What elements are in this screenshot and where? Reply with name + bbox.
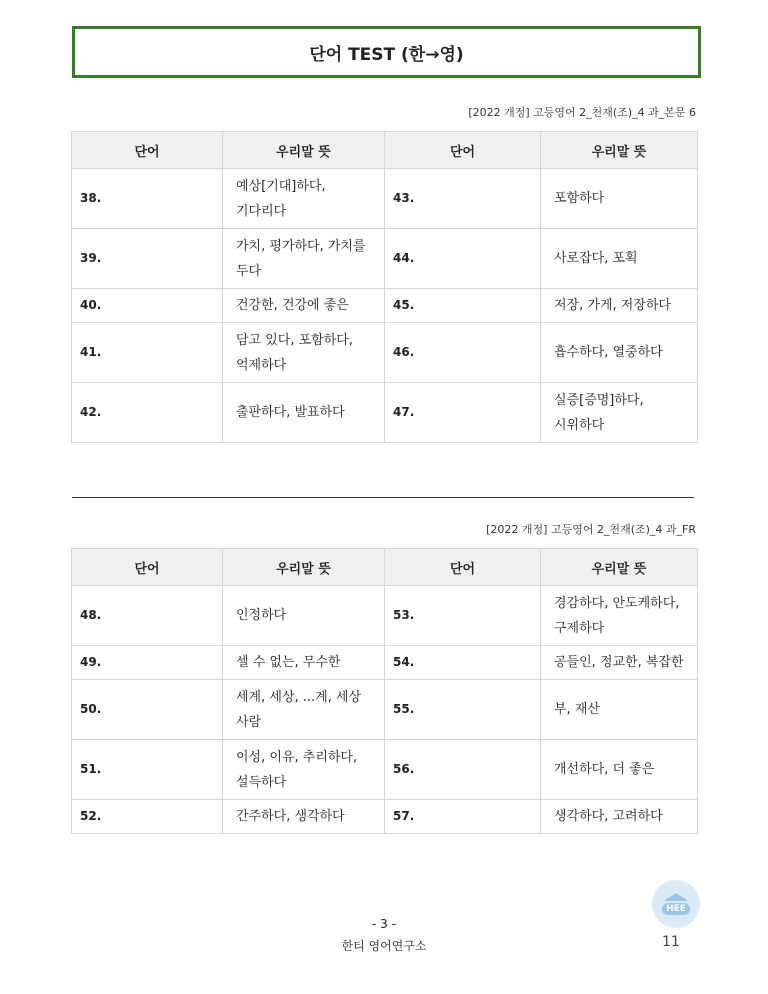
word-number: 48. [72, 586, 223, 646]
table-row [72, 646, 698, 680]
word-number: 51. [72, 740, 223, 800]
word-number: 54. [385, 646, 541, 680]
meaning-line: 담고 있다, 포함하다, [236, 332, 353, 348]
column-header-meaning: 우리말 뜻 [541, 549, 698, 586]
meaning-line: 개선하다, 더 좋은 [554, 762, 655, 777]
korean-meaning [541, 800, 698, 834]
table-row [72, 383, 698, 443]
word-number: 42. [72, 383, 223, 443]
meaning-line: 흡수하다, 열중하다 [554, 345, 663, 360]
word-number: 41. [72, 323, 223, 383]
table-row [72, 229, 698, 289]
korean-meaning [541, 169, 698, 229]
meaning-line: 인정하다 [236, 608, 287, 623]
meaning-line: 포함하다 [554, 191, 605, 206]
word-number: 53. [385, 586, 541, 646]
word-number: 47. [385, 383, 541, 443]
word-number: 45. [385, 289, 541, 323]
column-header-word: 단어 [72, 132, 223, 169]
column-header-word: 단어 [385, 132, 541, 169]
meaning-line: 가치, 평가하다, 가치를 [236, 238, 366, 254]
table-row [72, 800, 698, 834]
meaning-line: 사로잡다, 포획 [554, 251, 638, 266]
meaning-line: 세계, 세상, ...계, 세상 [236, 689, 362, 705]
column-header-word: 단어 [385, 549, 541, 586]
meaning-line: 간주하다, 생각하다 [236, 809, 345, 824]
word-number: 49. [72, 646, 223, 680]
meaning-line: 시위하다 [554, 417, 605, 433]
table-body [72, 169, 698, 443]
footer-org: 한티 영어연구소 [341, 939, 427, 953]
page-number: - 3 - [372, 917, 396, 931]
table-body [72, 586, 698, 834]
meaning-line: 구제하다 [554, 620, 605, 636]
table-row [72, 169, 698, 229]
korean-meaning [541, 229, 698, 289]
word-number: 43. [385, 169, 541, 229]
word-number: 56. [385, 740, 541, 800]
meaning-line: 부, 재산 [554, 702, 600, 717]
section-divider [72, 497, 694, 498]
table-row [72, 586, 698, 646]
page-title: 단어 TEST (한→영) [72, 26, 701, 78]
word-number: 39. [72, 229, 223, 289]
meaning-line: 두다 [236, 263, 262, 279]
word-number: 57. [385, 800, 541, 834]
korean-meaning [223, 169, 385, 229]
meaning-line: 건강한, 건강에 좋은 [236, 298, 349, 313]
korean-meaning [541, 740, 698, 800]
column-header-word: 단어 [72, 549, 223, 586]
meaning-line: 이성, 이유, 추리하다, [236, 749, 358, 765]
column-header-meaning: 우리말 뜻 [223, 132, 385, 169]
word-number: 46. [385, 323, 541, 383]
meaning-line: 경감하다, 안도케하다, [554, 595, 680, 611]
vocab-table-1 [71, 131, 698, 443]
meaning-line: 억제하다 [236, 357, 287, 373]
vocab-table-2 [71, 548, 698, 834]
meaning-line: 기다리다 [236, 203, 287, 219]
table-row [72, 740, 698, 800]
korean-meaning [541, 586, 698, 646]
table-row [72, 323, 698, 383]
meaning-line: 예상[기대]하다, [236, 178, 326, 194]
korean-meaning [223, 586, 385, 646]
korean-meaning [223, 680, 385, 740]
column-header-meaning: 우리말 뜻 [541, 132, 698, 169]
korean-meaning [541, 646, 698, 680]
meaning-line: 설득하다 [236, 774, 287, 790]
korean-meaning [223, 740, 385, 800]
korean-meaning [223, 323, 385, 383]
table-row [72, 289, 698, 323]
korean-meaning [223, 229, 385, 289]
korean-meaning [223, 289, 385, 323]
corner-number: 11 [662, 934, 680, 950]
word-number: 40. [72, 289, 223, 323]
meaning-line: 공들인, 정교한, 복잡한 [554, 655, 684, 670]
word-number: 52. [72, 800, 223, 834]
source-label-1: [2022 개정] 고등영어 2_천재(조)_4 과_본문 6 [468, 106, 696, 119]
korean-meaning [541, 383, 698, 443]
word-number: 55. [385, 680, 541, 740]
korean-meaning [223, 646, 385, 680]
logo-text: HEE [662, 903, 690, 915]
word-number: 38. [72, 169, 223, 229]
word-number: 44. [385, 229, 541, 289]
word-number: 50. [72, 680, 223, 740]
meaning-line: 셀 수 없는, 무수한 [236, 655, 341, 670]
graduation-cap-logo-icon [652, 880, 700, 928]
meaning-line: 출판하다, 발표하다 [236, 405, 345, 420]
table-row [72, 680, 698, 740]
meaning-line: 실증[증명]하다, [554, 392, 644, 408]
meaning-line: 저장, 가게, 저장하다 [554, 298, 671, 313]
meaning-line: 생각하다, 고려하다 [554, 809, 663, 824]
column-header-meaning: 우리말 뜻 [223, 549, 385, 586]
korean-meaning [541, 680, 698, 740]
korean-meaning [541, 289, 698, 323]
meaning-line: 사람 [236, 714, 262, 730]
korean-meaning [223, 383, 385, 443]
korean-meaning [541, 323, 698, 383]
korean-meaning [223, 800, 385, 834]
source-label-2: [2022 개정] 고등영어 2_천재(조)_4 과_FR [486, 523, 696, 536]
